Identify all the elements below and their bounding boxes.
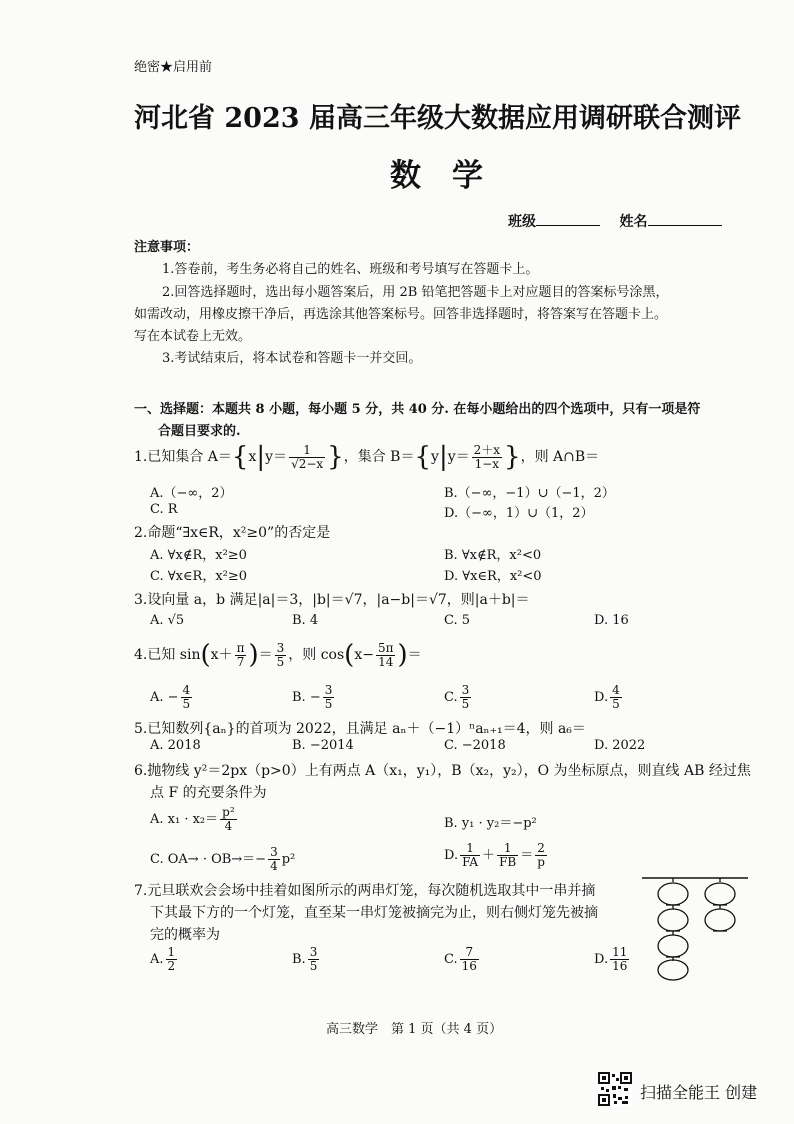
subject-title: 数 学	[390, 158, 483, 194]
q1-option-b: B.（−∞，−1）∪（−1，2）	[444, 486, 615, 501]
denominator: 5	[324, 697, 333, 711]
q1-var: x	[248, 449, 257, 465]
option-fraction	[460, 842, 480, 869]
option-fraction	[460, 946, 479, 973]
q6-option-a	[150, 806, 239, 833]
option-fraction	[166, 946, 178, 973]
brace-close: }	[504, 442, 521, 472]
denominator: p	[537, 855, 545, 869]
q7-option-a	[150, 946, 179, 973]
denominator: 5	[309, 959, 318, 973]
question-4-stem	[134, 640, 422, 670]
page-footer: 高三数学 第 1 页（共 4 页）	[326, 1022, 503, 1037]
option-fraction	[308, 946, 320, 973]
notice-item-1: 1.答卷前，考生务必将自己的姓名、班级和考号填写在答题卡上。	[162, 262, 539, 277]
exam-title: 河北省 2023 届高三年级大数据应用调研联合测评	[134, 103, 741, 134]
q1-option-d: D.（−∞，1）∪（1，2）	[444, 506, 594, 521]
q2-option-d: D. ∀x∈R，x²<0	[444, 569, 542, 584]
option-label: D.	[444, 848, 459, 863]
paren-open: (	[200, 640, 211, 670]
question-7-line-3: 完的概率为	[150, 927, 220, 943]
option-text: ＋	[482, 848, 496, 863]
denominator: 14	[378, 654, 394, 669]
numerator: 3	[309, 945, 318, 959]
class-field	[508, 211, 722, 231]
question-6-line-1: 6.抛物线 y²＝2px（p>0）上有两点 A（x₁，y₁），B（x₂，y₂），O 为坐标原点，则直线 AB 经过焦	[134, 763, 751, 779]
brace-open: {	[414, 442, 432, 472]
question-3-stem: 3.设向量 a，b 满足|a|＝3，|b|＝√7，|a−b|＝√7，则|a＋b|＝	[134, 592, 530, 608]
notice-item-2-line-1: 2.回答选择题时，选出每小题答案后，用 2B 铅笔把答题卡上对应题目的答案标号涂黑，	[162, 285, 669, 300]
question-7-line-2: 下其最下方的一个灯笼，直至某一串灯笼被摘完为止，则右侧灯笼先被摘	[150, 905, 598, 921]
q4-fraction	[235, 642, 247, 669]
q1-fraction-b	[472, 444, 502, 471]
option-fraction	[535, 842, 547, 869]
denominator: FA	[462, 855, 479, 869]
lantern-figure	[640, 872, 750, 982]
option-text: ＝	[520, 848, 534, 863]
notice-item-2-line-2: 如需改动，用橡皮擦干净后，再选涂其他答案标号。回答非选择题时，将答案写在答题卡上。	[134, 307, 668, 322]
q5-option-a: A. 2018	[150, 738, 201, 753]
q4-text: ，则 cos	[288, 647, 345, 663]
question-5-stem: 5.已知数列{aₙ}的首项为 2022，且满足 aₙ＋（−1）ⁿaₙ₊₁＝4，则 a₆＝	[134, 721, 586, 737]
qr-code-icon	[598, 1072, 632, 1106]
q7-option-b	[292, 946, 321, 973]
q7-option-d	[594, 946, 631, 973]
numerator: π	[236, 640, 245, 655]
numerator: 1	[289, 444, 325, 458]
left-lantern-string	[658, 878, 688, 980]
q4-option-b	[292, 684, 336, 711]
numerator: 3	[270, 845, 278, 859]
denominator: 7	[236, 654, 245, 669]
q4-option-d	[594, 684, 624, 711]
numerator: 3	[276, 640, 285, 655]
numerator: 4	[182, 683, 191, 697]
q5-option-c: C. −2018	[444, 738, 506, 753]
paren-open: (	[344, 640, 355, 670]
numerator: 7	[460, 946, 479, 960]
bar: |	[256, 442, 266, 472]
lantern-icon	[705, 883, 735, 905]
q4-fraction	[376, 642, 396, 669]
numerator: 4	[612, 683, 620, 697]
option-fraction	[220, 806, 237, 833]
q6-option-d	[444, 842, 549, 869]
section-heading-line-2: 合题目要求的.	[158, 424, 241, 439]
denominator: 1−x	[474, 456, 500, 471]
denominator: 16	[612, 959, 628, 973]
question-1-stem	[134, 442, 599, 472]
denominator: 5	[612, 697, 620, 711]
denominator: 4	[224, 819, 233, 833]
denominator: 5	[276, 654, 285, 669]
denominator: FB	[499, 855, 517, 869]
q4-text: ＝	[258, 647, 273, 663]
q1-var: y	[431, 449, 439, 465]
option-fraction	[610, 684, 622, 711]
secret-label: 绝密★启用前	[134, 60, 213, 75]
name-blank	[648, 213, 722, 226]
numerator: 1	[497, 842, 518, 856]
notice-heading: 注意事项：	[134, 240, 200, 255]
lantern-icon	[658, 935, 688, 957]
q1-fraction-a	[289, 444, 325, 471]
option-fraction	[460, 684, 472, 711]
name-label: 姓名	[619, 214, 648, 230]
q1-text: ，集合 B＝	[343, 449, 415, 465]
q7-option-c	[444, 946, 481, 973]
denominator: 2	[167, 959, 176, 973]
q2-option-a: A. ∀x∉R，x²≥0	[150, 548, 247, 563]
numerator: 3	[324, 683, 333, 697]
lantern-icon	[658, 883, 688, 905]
q1-text: 1.已知集合 A＝	[134, 449, 232, 465]
option-fraction	[323, 684, 335, 711]
numerator: 2	[535, 842, 547, 856]
numerator: 11	[612, 945, 628, 959]
numerator: 2＋x	[473, 442, 501, 457]
option-label: A. −	[150, 690, 179, 705]
option-label: B.	[292, 952, 306, 967]
q3-option-b: B. 4	[292, 613, 319, 628]
numerator: 5π	[377, 640, 394, 655]
q4-option-a	[150, 684, 194, 711]
option-text: p²	[281, 852, 296, 867]
lantern-icon	[658, 909, 688, 931]
option-label: A.	[150, 952, 164, 967]
option-label: D.	[594, 952, 609, 967]
q5-option-d: D. 2022	[594, 738, 646, 753]
q1-option-c: C. R	[150, 502, 178, 517]
paren-close: )	[248, 640, 259, 670]
numerator: 1	[460, 842, 480, 856]
q1-text: ，则 A∩B＝	[520, 449, 600, 465]
numerator: 3	[461, 683, 470, 697]
q2-option-b: B. ∀x∉R，x²<0	[444, 548, 542, 563]
brace-close: }	[327, 442, 344, 472]
numerator: p²	[222, 805, 235, 819]
q2-option-c: C. ∀x∈R，x²≥0	[150, 569, 248, 584]
q1-text: y＝	[447, 449, 470, 465]
denominator: √2−x	[291, 456, 324, 471]
notice-item-3: 3.考试结束后，将本试卷和答题卡一并交回。	[162, 351, 422, 366]
q1-option-a: A.（−∞，2）	[150, 486, 233, 501]
q3-option-c: C. 5	[444, 613, 471, 628]
denominator: 16	[461, 959, 477, 973]
option-fraction	[497, 842, 518, 869]
q4-option-c	[444, 684, 473, 711]
numerator: 1	[167, 945, 176, 959]
right-lantern-string	[705, 878, 735, 931]
denominator: 5	[461, 697, 470, 711]
class-label: 班级	[508, 214, 536, 230]
q4-text: ＝	[407, 647, 422, 663]
question-2-stem: 2.命题“∃x∈R，x²≥0”的否定是	[134, 525, 331, 541]
option-label: C. OA→ · OB→＝−	[150, 852, 267, 867]
option-label: C.	[444, 690, 458, 705]
notice-item-2-line-3: 写在本试卷上无效。	[134, 329, 252, 344]
denominator: 4	[270, 859, 278, 873]
q4-text: 4.已知 sin	[134, 647, 201, 663]
option-fraction	[181, 684, 193, 711]
brace-open: {	[231, 442, 249, 472]
option-label: D.	[594, 690, 609, 705]
section-heading-line-1: 一、选择题：本题共 8 小题，每小题 5 分，共 40 分. 在每小题给出的四个选项中，只有一项是符	[134, 402, 701, 417]
bar: |	[438, 442, 448, 472]
option-label: B. −	[292, 690, 321, 705]
question-7-line-1: 7.元旦联欢会会场中挂着如图所示的两串灯笼，每次随机选取其中一串并摘	[134, 883, 596, 899]
question-6-line-2: 点 F 的充要条件为	[150, 785, 267, 801]
q4-text: x−	[354, 647, 374, 663]
q5-option-b: B. −2014	[292, 738, 354, 753]
option-fraction	[610, 946, 629, 973]
q6-option-c	[150, 846, 295, 873]
q3-option-d: D. 16	[594, 613, 629, 628]
lantern-icon	[705, 909, 735, 931]
q3-option-a: A. √5	[150, 613, 185, 628]
option-label: C.	[444, 952, 458, 967]
q6-option-b: B. y₁ · y₂＝−p²	[444, 816, 537, 831]
q4-fraction	[275, 642, 287, 669]
class-blank	[536, 213, 600, 226]
option-fraction	[268, 846, 280, 873]
q1-text: y＝	[265, 449, 288, 465]
option-label: A. x₁ · x₂＝	[150, 812, 219, 827]
denominator: 5	[182, 697, 191, 711]
scanner-watermark: 扫描全能王 创建	[640, 1083, 758, 1102]
q4-text: x＋	[210, 647, 233, 663]
paren-close: )	[397, 640, 408, 670]
lantern-icon	[658, 960, 688, 980]
